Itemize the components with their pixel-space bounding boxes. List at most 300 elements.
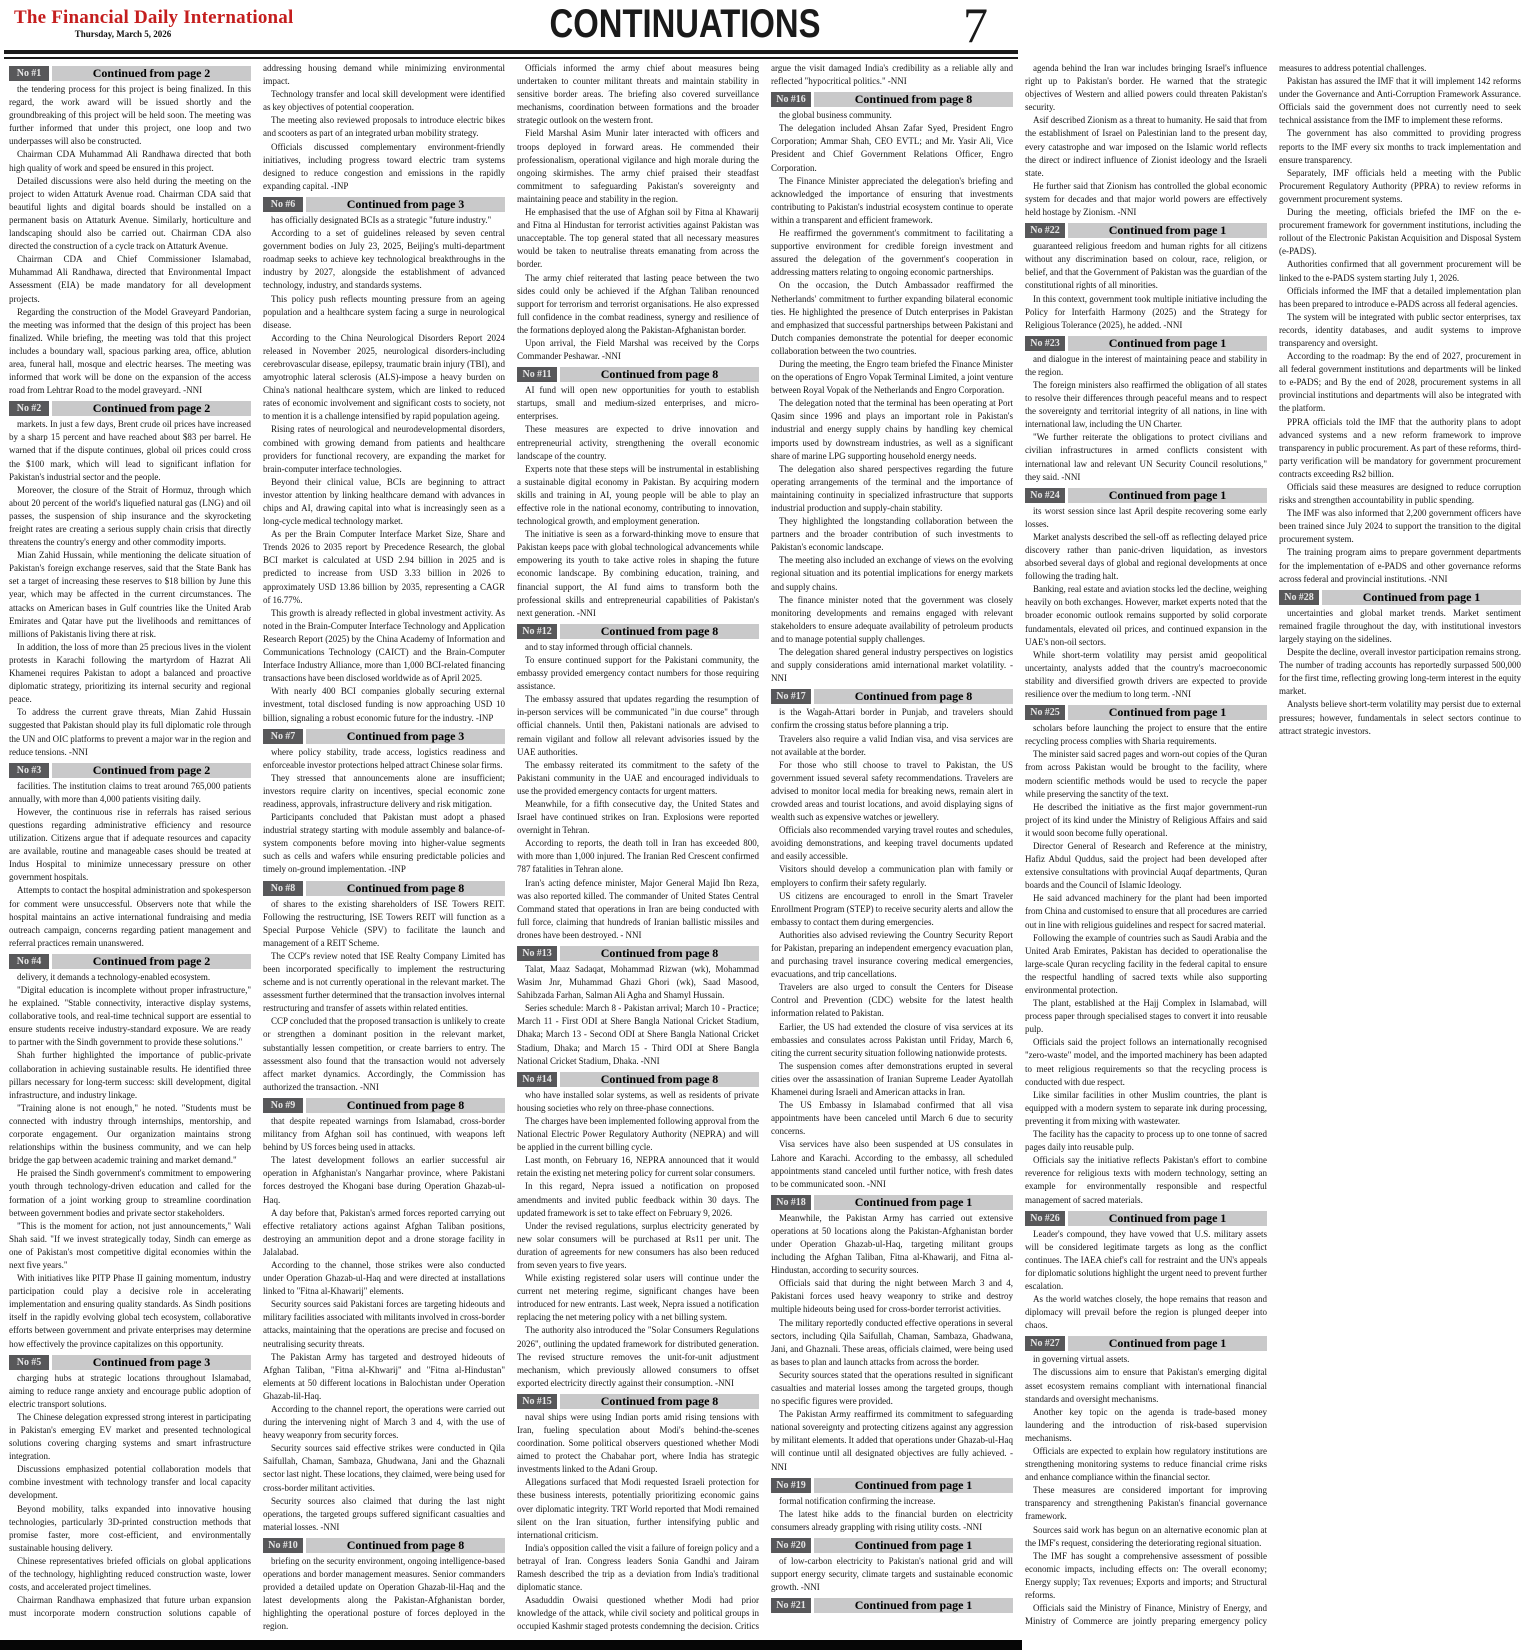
- article-paragraph: Meanwhile, the Pakistan Army has carried out extensive operations at 50 locations along the Pakistan-Afghanistan border under Operation Ghazab-ul-Haq, targeting militant groups including the Afghan Taliban, Fitna al-Khawarij, and Fitna al-Hindustan, according to security sources.: [771, 1212, 1013, 1276]
- article-number-badge: No #28: [1279, 590, 1319, 605]
- article-paragraph: The delegation noted that the terminal has been operating at Port Qasim since 1996 and plays an important role in Pakistan's industrial and energy supply chains by handling key chemical imports used by downstream industries, as well as a significant share of marine LPG supporting household energy needs.: [771, 398, 1013, 461]
- article-body: [263, 746, 505, 877]
- article-paragraph: With nearly 400 BCI companies globally securing external investment, total disclosed funding is now approaching USD 10 billion, signaling a robust economic future for the industry. -INP: [263, 686, 505, 723]
- article-body: [9, 83, 251, 397]
- article-continued-label: Continued from page 8: [560, 1394, 759, 1409]
- article-header: [9, 66, 251, 81]
- continuation-article: [1025, 336, 1267, 484]
- article-paragraph: The embassy reiterated its commitment to the safety of the Pakistani community in the UAE and encouraged individuals to use the provided emergency contacts for urgent matters.: [517, 759, 759, 796]
- article-paragraph: Like similar facilities in other Muslim countries, the plant is equipped with a modern system to separate ink during processing, preventing it from mixing with wastewater.: [1025, 1089, 1267, 1126]
- article-header: [1025, 1211, 1267, 1226]
- article-header: [517, 946, 759, 961]
- article-paragraph: During the meeting, the Engro team briefed the Finance Minister on the operations of Engro Vopak Terminal Limited, a joint venture between Royal Vopak of the Netherlands and Engro Corporation.: [771, 358, 1013, 396]
- article-number-badge: No #14: [517, 1072, 557, 1087]
- article-header: [263, 881, 505, 896]
- article-body: [1279, 607, 1521, 738]
- article-body: [517, 1089, 759, 1390]
- article-paragraph: The plant, established at the Hajj Complex in Islamabad, will process paper through specialised stages to convert it into reusable pulp.: [1025, 998, 1267, 1035]
- article-header: [771, 1478, 1013, 1493]
- article-paragraph: The training program aims to prepare government departments for the implementation of e-PADS and other governance reforms across federal and provincial institutions. -NNI: [1279, 547, 1521, 584]
- article-continued-label: Continued from page 8: [814, 92, 1013, 107]
- article-continued-label: Continued from page 1: [1068, 1336, 1267, 1351]
- article-body: [1025, 353, 1267, 484]
- article-paragraph: markets. In just a few days, Brent crude oil prices have increased by a sharp 15 percent and have reached about $83 per barrel. He warned that if the dispute continues, global oil prices could cross the $100 mark, which will lead to significant inflation for Pakistan's industrial sector and the people.: [9, 419, 251, 482]
- article-paragraph: Discussions emphasized potential collaboration models that combine investment with technology transfer and local capacity development.: [9, 1464, 251, 1501]
- article-body: [1025, 240, 1267, 332]
- article-number-badge: No #19: [771, 1478, 811, 1493]
- article-header: [1279, 590, 1521, 605]
- continuation-article: [9, 66, 251, 397]
- article-paragraph: The initiative is seen as a forward-thinking move to ensure that Pakistan keeps pace with global technological advancements while empowering its youth to take active roles in shaping the future economic landscape. By combining education, training, and financial support, the AI fund aims to transform both the professional skills and entrepreneurial capabilities of Pakistan's next generation. -NNI: [517, 529, 759, 618]
- article-paragraph: The IMF was also informed that 2,200 government officers have been trained since July 2024 to support the transition to the digital procurement system.: [1279, 508, 1521, 545]
- article-paragraph: Upon arrival, the Field Marshal was received by the Corps Commander Peshawar. -NNI: [517, 337, 759, 362]
- article-number-badge: No #13: [517, 946, 557, 961]
- article-number-badge: No #15: [517, 1394, 557, 1409]
- article-paragraph: Market analysts described the sell-off as reflecting delayed price discovery rather than panic-driven liquidation, as investors absorbed several days of global and regional developments at once following the trading halt.: [1025, 531, 1267, 582]
- article-paragraph: Another key topic on the agenda is trade-based money laundering and the introduction of risk-based supervision mechanisms.: [1025, 1406, 1267, 1443]
- article-paragraph: Despite the decline, overall investor participation remains strong. The number of trading accounts has reportedly surpassed 500,000 for the first time, reflecting growing long-term interest in the equity market.: [1279, 647, 1521, 697]
- continuation-article: [771, 689, 1013, 1190]
- article-body: [771, 1495, 1013, 1534]
- continuation-article: [263, 729, 505, 877]
- article-number-badge: No #4: [9, 954, 49, 969]
- article-continued-label: Continued from page 1: [1068, 336, 1267, 351]
- article-continued-label: Continued from page 1: [814, 1478, 1013, 1493]
- article-paragraph: These measures are expected to drive innovation and entrepreneurial activity, strengthening the overall economic landscape of the country.: [517, 424, 759, 461]
- article-header: [263, 197, 505, 212]
- page-number: 7: [963, 0, 988, 53]
- article-continued-label: Continued from page 8: [814, 689, 1013, 704]
- article-body: [9, 780, 251, 950]
- article-paragraph: The Finance Minister appreciated the delegation's briefing and acknowledged the importance of ensuring that investments contributing to Pakistan's industrial ecosystem continue to operate within a transparent and efficient framework.: [771, 175, 1013, 225]
- article-paragraph: According to reports, the death toll in Iran has exceeded 800, with more than 1,000 injured. The Iranian Red Crescent confirmed 787 fatalities in Tehran alone.: [517, 838, 759, 875]
- continuation-article: [1025, 705, 1267, 1206]
- article-paragraph: Experts note that these steps will be instrumental in establishing a sustainable digital economy in Pakistan. By acquiring modern skills and training in AI, young people will be able to play an effective role in the national economy, contributing to innovation, technological growth, and employment generation.: [517, 463, 759, 527]
- article-paragraph: US citizens are encouraged to enroll in the Smart Traveler Enrollment Program (STEP) to receive security alerts and allow the embassy to contact them during emergencies.: [771, 890, 1013, 927]
- article-paragraph: India's opposition called the visit a failure of foreign policy and a betrayal of Iran. Congress leaders Sonia Gandhi and Jairam Ramesh described the trip as a deviation from India's traditional diplomatic stance.: [517, 1542, 759, 1593]
- continuation-article: [9, 763, 251, 950]
- article-paragraph: Security sources stated that the operations resulted in significant casualties and material losses among the targeted groups, though no specific figures were provided.: [771, 1369, 1013, 1407]
- continuation-article: [517, 1072, 759, 1390]
- article-number-badge: No #10: [263, 1538, 303, 1553]
- article-paragraph: CCP concluded that the proposed transaction is unlikely to create or strengthen a dominant position in the relevant market, substantially lessen competition, or create barriers to entry. The assessment also found that the transaction would not adversely affect market dynamics. Accordingly, the Commission has authorized the transaction. -NNI: [263, 1016, 505, 1092]
- article-paragraph: Officials said these measures are designed to reduce corruption risks and strengthen accountability in public spending.: [1279, 482, 1521, 506]
- article-paragraph: Moreover, the closure of the Strait of Hormuz, through which about 20 percent of the world's liquefied natural gas (LNG) and oil passes, the suspension of ship insurance and the skyrocketing freight rates are creating a serious supply chain crisis that directly threatens the country's energy and other commodity imports.: [9, 484, 251, 548]
- article-paragraph: Officials are expected to explain how regulatory institutions are strengthening monitoring systems to reduce financial crime risks and enhance compliance within the financial sector.: [1025, 1446, 1267, 1483]
- article-paragraph: in governing virtual assets.: [1033, 1354, 1130, 1365]
- article-number-badge: No #25: [1025, 705, 1065, 720]
- article-paragraph: He further said that Zionism has controlled the global economic system for decades and that major world powers are effectively held hostage by Zionism. -NNI: [1025, 180, 1267, 218]
- article-paragraph: The delegation included Ahsan Zafar Syed, President Engro Corporation; Ammar Shah, CEO EVTL; and Mr. Yasir Ali, Vice President and Chief Government Relations Officer, Engro Corporation.: [771, 123, 1013, 173]
- article-body: [771, 1212, 1013, 1474]
- article-paragraph: However, the continuous rise in referrals has raised serious questions regarding administrative efficiency and resource utilization. Citizens argue that if adequate resources and capacity are available, routine and manageable cases should be treated at Indus Hospital to minimize unnecessary pressure on other government hospitals.: [9, 806, 251, 883]
- article-paragraph: The government has also committed to providing progress reports to the IMF every six months to track implementation and ensure transparency.: [1279, 128, 1521, 165]
- article-paragraph: "Digital education is incomplete without proper infrastructure," he explained. "Stable connectivity, interactive display systems, collaborative tools, and real-time technical support are essential to ensure students receive industry-standard exposure. We are ready to partner with the Sindh government to provide these solutions.": [9, 985, 251, 1048]
- article-continued-label: Continued from page 1: [1068, 223, 1267, 238]
- article-paragraph: the global business community.: [779, 110, 892, 121]
- article-paragraph: The facility has the capacity to process up to one tonne of sacred pages daily into reusable pulp.: [1025, 1129, 1267, 1153]
- article-paragraph: Authorities also advised reviewing the Country Security Report for Pakistan, preparing an independent emergency evacuation plan, and purchasing travel insurance covering medical emergencies, evacuations, and trip cancellations.: [771, 929, 1013, 980]
- article-body: [1025, 505, 1267, 701]
- article-paragraph: Technology transfer and local skill development were identified as key objectives of potential cooperation.: [263, 89, 505, 113]
- continuation-article: [9, 401, 251, 758]
- article-paragraph: The system will be integrated with public sector enterprises, tax records, identity databases, and audit systems to improve transparency and oversight.: [1279, 311, 1521, 348]
- article-number-badge: No #11: [517, 367, 557, 382]
- article-paragraph: Travelers are also urged to consult the Centers for Disease Control and Prevention (CDC) website for the latest health information related to Pakistan.: [771, 982, 1013, 1019]
- article-paragraph: The finance minister noted that the government was closely monitoring developments and remains engaged with relevant stakeholders to ensure adequate availability of petroleum products and to manage potential supply challenges.: [771, 594, 1013, 644]
- article-paragraph: delivery, it demands a technology-enabled ecosystem.: [17, 971, 211, 982]
- article-continued-label: Continued from page 2: [52, 66, 251, 81]
- article-continued-label: Continued from page 3: [306, 729, 505, 744]
- article-paragraph: He praised the Sindh government's commitment to empowering youth through technology-driven education and called for the formation of a joint working group to streamline coordination between government bodies and private sector stakeholders.: [9, 1168, 251, 1218]
- article-paragraph: Authorities confirmed that all government procurement will be linked to the e-PADS system starting July 1, 2026.: [1279, 259, 1521, 283]
- article-body: [771, 706, 1013, 1190]
- article-paragraph: This policy push reflects mounting pressure from an ageing population and a healthcare system facing a surge in neurological disease.: [263, 293, 505, 330]
- article-paragraph: Following the example of countries such as Saudi Arabia and the United Arab Emirates, Pakistan has decided to operationalise the large-scale Quran recycling facility in the federal capital to ensure the respectful handling of sacred texts while also supporting environmental protection.: [1025, 932, 1267, 995]
- article-paragraph: Series schedule: March 8 - Pakistan arrival; March 10 - Practice; March 11 - First ODI at Shere Bangla National Cricket Stadium, Dhaka; March 13 - Second ODI at Shere Bangla National Cricket Stadium, Dhaka; and March 15 - Third ODI at Shere Bangla National Cricket Stadium, Dhaka. -NNI: [517, 1003, 759, 1066]
- article-paragraph: Allegations surfaced that Modi requested Israeli protection for these business interests, potentially prioritizing economic gains over diplomatic integrity. TRT World reported that Modi remained silent on the Iran situation, further intensifying public and international criticism.: [517, 1477, 759, 1540]
- article-number-badge: No #9: [263, 1098, 303, 1113]
- article-header: [263, 1538, 505, 1553]
- article-paragraph: During the meeting, officials briefed the IMF on the e-procurement framework for government institutions, including the rollout of the Electronic Pakistan Acquisition and Disposal System (e-PADS).: [1279, 207, 1521, 257]
- article-paragraph: scholars before launching the project to ensure that the entire recycling process complies with Sharia requirements.: [1025, 723, 1267, 747]
- article-number-badge: No #21: [771, 1598, 811, 1613]
- article-paragraph: The military reportedly conducted effective operations in several sectors, including Qila Saifullah, Chaman, Sambaza, Ghadwana, Jani, and Ghaznali. These areas, officials claimed, were being used as bases to plan and launch attacks from across the border.: [771, 1317, 1013, 1367]
- article-paragraph: uncertainties and global market trends. Market sentiment remained fragile throughout the day, with institutional investors largely staying on the sidelines.: [1279, 607, 1521, 644]
- continuation-article: [9, 954, 251, 1351]
- article-paragraph: agenda behind the Iran war includes bringing Israel's influence right up to Pakistan's border. He warned that the strategic objectives of Western and allied powers could threaten Pakistan's security.: [1025, 63, 1267, 113]
- article-header: [517, 624, 759, 639]
- article-paragraph: As per the Brain Computer Interface Market Size, Share and Trends 2026 to 2035 report by Precedence Research, the global BCI market is calculated at USD 2.94 billion in 2025 and is predicted to increase from USD 3.33 billion in 2026 to approximately USD 13.86 billion by 2035, representing a CAGR of 16.77%.: [263, 529, 505, 605]
- article-paragraph: Sources said work has begun on an alternative economic plan at the IMF's request, considering the deteriorating regional situation.: [1025, 1524, 1267, 1548]
- article-body: [1025, 1228, 1267, 1333]
- article-paragraph: The suspension comes after demonstrations erupted in several cities over the assassination of Iranian Supreme Leader Ayatollah Khamenei during Israeli and American attacks in Iran.: [771, 1060, 1013, 1098]
- article-paragraph: For those who still choose to travel to Pakistan, the US government issued several safety recommendations. Travelers are advised to monitor local media for breaking news, remain alert in crowded areas and tourist locations, and avoid displaying signs of wealth such as expensive watches or jewellery.: [771, 759, 1013, 823]
- article-header: [771, 92, 1013, 107]
- continuation-article: [771, 1195, 1013, 1474]
- article-header: [9, 401, 251, 416]
- article-paragraph: where policy stability, trade access, logistics readiness and enforceable investor protections helped attract Chinese solar firms.: [263, 746, 505, 770]
- article-paragraph: Talat, Maaz Sadaqat, Mohammad Rizwan (wk), Mohammad Wasim Jnr, Muhammad Ghazi Ghori (wk), Saad Masood, Sahibzada Farhan, Salman Ali Agha and Shamyl Hussain.: [517, 964, 759, 1001]
- article-paragraph: Beyond their clinical value, BCIs are beginning to attract investor attention by linking healthcare demand with advances in chips and AI, drawing capital into what is increasingly seen as a long-cycle medical technology market.: [263, 476, 505, 527]
- article-paragraph: These measures are considered important for improving transparency and strengthening Pakistan's financial governance framework.: [1025, 1485, 1267, 1522]
- article-continued-label: Continued from page 8: [306, 881, 505, 896]
- article-paragraph: Participants concluded that Pakistan must adopt a phased industrial strategy starting with module assembly and balance-of-system components before moving into higher-value segments such as cells and wafers while ensuring predictable policies and timely on-ground implementation. -INP: [263, 812, 505, 875]
- article-paragraph: Chairman Randhawa emphasized that future urban expansion must incorporate modern construction solutions capable of addressing housing demand while minimizing environmental impact.: [9, 63, 505, 1619]
- article-number-badge: No #8: [263, 881, 303, 896]
- article-header: [263, 1098, 505, 1113]
- article-paragraph: The charges have been implemented following approval from the National Electric Power Regulatory Authority (NEPRA) and will be applied in the current billing cycle.: [517, 1115, 759, 1153]
- masthead: [0, 0, 1022, 53]
- article-paragraph: briefing on the security environment, ongoing intelligence-based operations and border management measures. Senior commanders provided a detailed update on Operation Ghazab-lil-Haq and the latest developments along the Pakistan-Afghanistan border, highlighting the operational posture of forces deployed in the region.: [263, 1555, 505, 1632]
- article-number-badge: No #26: [1025, 1211, 1065, 1226]
- article-paragraph: PPRA officials told the IMF that the authority plans to adopt advanced systems and a new reform framework to improve transparency in public procurement. As part of these reforms, third-party verification will be mandatory for government procurement contracts exceeding Rs2 billion.: [1279, 416, 1521, 479]
- article-body: [771, 109, 1013, 685]
- issue-date: Thursday, March 5, 2026: [74, 29, 172, 39]
- article-header: [9, 763, 251, 778]
- article-paragraph: Earlier, the US had extended the closure of visa services at its embassies and consulates across Pakistan until Friday, March 6, citing the current security situation following nationwide protests.: [771, 1021, 1013, 1058]
- article-body: [771, 1555, 1013, 1594]
- article-paragraph: Detailed discussions were also held during the meeting on the project to widen Attaturk Avenue road. Chairman CDA said that beautiful lights and digital boards should be installed on a permanent basis on Attaturk Avenue. Similarly, horticulture and landscaping should also be carried out. Chairman CDA also directed the construction of a cycle track on Attaturk Avenue.: [9, 175, 251, 252]
- article-paragraph: of shares to the existing shareholders of ISE Towers REIT. Following the restructuring, ISE Towers REIT will function as a Special Purpose Vehicle (SPV) to facilitate the launch and management of a REIT Scheme.: [263, 898, 505, 948]
- article-number-badge: No #7: [263, 729, 303, 744]
- article-paragraph: Officials say the initiative reflects Pakistan's effort to combine reverence for religious texts with modern technology, setting an example for environmentally responsible and respectful management of sacred materials.: [1025, 1155, 1267, 1205]
- article-paragraph: The discussions aim to ensure that Pakistan's emerging digital asset ecosystem remains compliant with international financial standards and oversight mechanisms.: [1025, 1367, 1267, 1404]
- article-number-badge: No #12: [517, 624, 557, 639]
- article-paragraph: Security sources also claimed that during the last night operations, the targeted groups suffered significant casualties and material losses. -NNI: [263, 1495, 505, 1532]
- article-number-badge: No #20: [771, 1538, 811, 1553]
- continuation-article: [263, 881, 505, 1094]
- continuation-article: [1279, 590, 1521, 738]
- article-paragraph: of low-carbon electricity to Pakistan's national grid and will support energy security, climate targets and sustainable economic growth. -NNI: [771, 1555, 1013, 1593]
- article-paragraph: According to the roadmap: By the end of 2027, procurement in all federal government institutions and departments will be linked to e-PADS; and By the end of 2028, procurement systems in all provincial institutions and departments will also be integrated with the platform.: [1279, 351, 1521, 414]
- article-continued-label: Continued from page 1: [814, 1598, 1013, 1613]
- article-paragraph: Officials said the project follows an internationally recognised "zero-waste" model, and the imported machinery has been adapted to meet religious requirements so that the recycling process is conducted with due respect.: [1025, 1037, 1267, 1087]
- article-continued-label: Continued from page 8: [306, 1538, 505, 1553]
- article-paragraph: Officials said that during the night between March 3 and 4, Pakistani forces used heavy weaponry to strike and destroy multiple hideouts being used for cross-border terrorist activities.: [771, 1278, 1013, 1315]
- article-paragraph: Asaduddin Owaisi questioned whether Modi had prior knowledge of the attack, while civil society and political groups in occupied Kashmir staged protests condemning the decision. Critics argue the visit damaged India's credibility as a reliable ally and reflected "hypocritical politics." -NNI: [517, 63, 1013, 1632]
- article-paragraph: Shah further highlighted the importance of public-private collaboration in achieving sustainable results. He identified three pillars necessary for long-term success: skill development, digital infrastructure, and industry linkage.: [9, 1050, 251, 1100]
- article-number-badge: No #22: [1025, 223, 1065, 238]
- article-paragraph: He described the initiative as the first major government-run project of its kind under the Ministry of Religious Affairs and said it would soon become fully operational.: [1025, 801, 1267, 838]
- article-header: [1025, 223, 1267, 238]
- article-number-badge: No #3: [9, 763, 49, 778]
- article-paragraph: has officially designated BCIs as a strategic "future industry.": [271, 214, 492, 225]
- article-header: [1025, 336, 1267, 351]
- article-paragraph: The delegation also shared perspectives regarding the future operating arrangements of the terminal and the importance of maintaining continuity in specialized infrastructure that supports industrial production and supply-chain stability.: [771, 463, 1013, 513]
- article-paragraph: is the Wagah-Attari border in Punjab, and travelers should confirm the crossing status before planning a trip.: [771, 707, 1013, 731]
- article-paragraph: The meeting also reviewed proposals to introduce electric bikes and scooters as part of an integrated urban mobility strategy.: [263, 115, 505, 139]
- article-paragraph: To address the current grave threats, Mian Zahid Hussain suggested that Pakistan should play its full diplomatic role through the UN and OIC platforms to prevent a major war in the region and reduce tensions. -NNI: [9, 707, 251, 757]
- article-paragraph: Pakistan has assured the IMF that it will implement 142 reforms under the Governance and Anti-Corruption Framework Assurance. Officials said the government does not currently need to seek technical assistance from the IMF to implement these reforms.: [1279, 76, 1521, 126]
- article-paragraph: Officials informed the army chief about measures being undertaken to counter militant threats and maintain stability in sensitive border areas. The briefing also covered surveillance mechanisms, coordination between formations and the broader strategic outlook on the western front.: [517, 63, 759, 126]
- article-header: [771, 1538, 1013, 1553]
- continuation-article: [1025, 488, 1267, 701]
- article-paragraph: In this regard, Nepra issued a notification on proposed amendments and invited public feedback within 30 days. The updated framework is set to take effect on February 9, 2026.: [517, 1181, 759, 1218]
- article-body: [1025, 62, 1267, 219]
- article-continued-label: Continued from page 8: [560, 624, 759, 639]
- article-header: [1025, 705, 1267, 720]
- article-paragraph: The Chinese delegation expressed strong interest in participating in Pakistan's emerging EV market and presented technological solutions covering charging systems and smart infrastructure integration.: [9, 1411, 251, 1462]
- article-paragraph: This growth is already reflected in global investment activity. As noted in the Brain-Computer Interface Technology and Application Research Report (2025) by the China Academy of Information and Communications Technology (CAICT) and the Brain-Computer Interface Industry Alliance, more than 1,000 BCI-related financing transactions have been disclosed worldwide as of April 2025.: [263, 607, 505, 684]
- article-number-badge: No #24: [1025, 488, 1065, 503]
- article-paragraph: The embassy assured that updates regarding the resumption of in-person services will be communicated "in due course" through official channels. Until then, Pakistani nationals are advised to remain vigilant and follow all relevant advisories issued by the UAE authorities.: [517, 694, 759, 757]
- article-paragraph: Leader's compound, they have vowed that U.S. military assets will be considered legitimate targets as long as the conflict continues. The IAEA chief's call for restraint and the UN's appeals for diplomatic solutions highlight the urgent need to prevent further escalation.: [1025, 1228, 1267, 1291]
- article-paragraph: "Training alone is not enough," he noted. "Students must be connected with industry through internships, mentorship, and corporate engagement. Our organization maintains strong relationships within the business community, and we can help bridge the gap between academic training and market demand.": [9, 1102, 251, 1166]
- article-paragraph: its worst session since last April despite recovering some early losses.: [1025, 505, 1267, 529]
- article-header: [517, 1394, 759, 1409]
- article-paragraph: Security sources said effective strikes were conducted in Qila Saifullah, Chaman, Sambaza, Ghudwana, Jani and the Ghaznali sector last night. These locations, they claimed, were being used for cross-border militant activities.: [263, 1443, 506, 1493]
- article-body: [517, 641, 759, 942]
- article-number-badge: No #2: [9, 401, 49, 416]
- section-title: CONTINUATIONS: [549, 2, 821, 46]
- continuation-article: [517, 624, 759, 942]
- article-header: [517, 1072, 759, 1087]
- article-paragraph: who have installed solar systems, as well as residents of private housing societies who rely on three-phase connections.: [517, 1089, 759, 1113]
- continuation-article: [1025, 1211, 1267, 1333]
- article-paragraph: Officials said the Ministry of Finance, Ministry of Energy, and Ministry of Commerce are jointly preparing emergency policy measures to address potential challenges.: [1025, 63, 1427, 1627]
- article-paragraph: The delegation shared general industry perspectives on logistics and supply considerations amid international market volatility. - NNI: [771, 647, 1013, 684]
- article-continued-label: Continued from page 1: [1068, 705, 1267, 720]
- article-header: [263, 729, 505, 744]
- article-paragraph: Rising rates of neurological and neurodevelopmental disorders, combined with growing demand from patients and healthcare providers for functional recovery, are expanding the market for brain-computer interface technologies.: [263, 424, 505, 474]
- article-paragraph: The latest development follows an earlier successful air operation in Afghanistan's Nangarhar province, where Pakistani forces destroyed the Khogani base during Operation Ghazab-ul-Haq.: [263, 1155, 505, 1205]
- article-paragraph: They highlighted the longstanding collaboration between the partners and the broader contribution of such investments to Pakistan's economic landscape.: [771, 516, 1013, 553]
- article-body: [263, 214, 505, 725]
- article-paragraph: The US Embassy in Islamabad confirmed that all visa appointments have been canceled until March 6 due to security concerns.: [771, 1100, 1013, 1137]
- article-paragraph: AI fund will open new opportunities for youth to establish startups, small and medium-sized enterprises, and micro-enterprises.: [517, 385, 759, 422]
- article-number-badge: No #23: [1025, 336, 1065, 351]
- article-paragraph: guaranteed religious freedom and human rights for all citizens without any discrimination based on colour, race, religion, or belief, and that the Government of Pakistan was the guardian of the constitutional rights of all minorities.: [1025, 241, 1267, 291]
- bottom-rule: [0, 1640, 1022, 1650]
- article-paragraph: According to the channel, those strikes were also conducted under Operation Ghazab-ul-Haq and were directed at installations linked to "Fitna al-Khawarij" elements.: [263, 1259, 505, 1297]
- article-paragraph: and to stay informed through official channels.: [525, 641, 693, 652]
- article-paragraph: According to a set of guidelines released by seven central government bodies on July 23, 2025, Beijing's multi-department roadmap seeks to achieve key technological breakthroughs in the industry by 2027, alongside the establishment of advanced technology, industry, and standards systems.: [263, 228, 505, 291]
- article-continued-label: Continued from page 2: [52, 954, 251, 969]
- continuation-article: [1025, 223, 1267, 332]
- article-continued-label: Continued from page 8: [560, 367, 759, 382]
- article-paragraph: Chinese representatives briefed officials on global applications of the technology, highlighting reduced construction waste, lower costs, and accelerated project timelines.: [9, 1555, 251, 1593]
- article-continued-label: Continued from page 8: [306, 1098, 505, 1113]
- article-paragraph: As the world watches closely, the hope remains that reason and diplomacy will prevail before the region is plunged deeper into chaos.: [1025, 1294, 1267, 1331]
- article-header: [1025, 1336, 1267, 1351]
- article-header: [771, 689, 1013, 704]
- article-continued-label: Continued from page 1: [1322, 590, 1521, 605]
- article-body: [263, 1115, 505, 1534]
- article-paragraph: Officials also recommended varying travel routes and schedules, avoiding demonstrations, and keeping travel documents updated and easily accessible.: [771, 825, 1013, 862]
- article-paragraph: that despite repeated warnings from Islamabad, cross-border militancy from Afghan soil has continued, with weapons left behind by US forces being used in attacks.: [263, 1115, 505, 1153]
- article-paragraph: While existing registered solar users will continue under the current net metering regime, significant changes have been introduced for new entrants. Last week, Nepra issued a notification replacing the net metering policy with a net billing system.: [517, 1273, 759, 1323]
- article-paragraph: facilities. The institution claims to treat around 765,000 patients annually, with more than 4,000 patients visiting daily.: [9, 780, 251, 804]
- article-paragraph: Field Marshal Asim Munir later interacted with officers and troops deployed in forward areas. He commended their professionalism, operational vigilance and high morale during the ongoing skirmishes. The army chief praised their steadfast commitment to safeguarding Pakistan's sovereignty and maintaining peace and stability in the region.: [517, 128, 759, 204]
- article-paragraph: Director General of Research and Reference at the ministry, Hafiz Abdul Quddus, said the project had been developed after extensive consultations with provincial Auqaf departments, Quran boards and the Council of Islamic Ideology.: [1025, 840, 1267, 891]
- article-paragraph: Chairman CDA and Chief Commissioner Islamabad, Muhammad Ali Randhawa, directed that Environmental Impact Assessment (EIA) be made mandatory for all development projects.: [9, 254, 251, 304]
- article-paragraph: While short-term volatility may persist amid geopolitical uncertainty, analysts added that the country's macroeconomic stability and diversified growth drivers are expected to provide resilience over the medium to long term. -NNI: [1025, 649, 1267, 700]
- article-paragraph: A day before that, Pakistan's armed forces reported carrying out effective retaliatory actions against Afghan Taliban positions, destroying an ammunition depot and a drone storage facility in Jalalabad.: [263, 1207, 505, 1257]
- article-body: [517, 963, 759, 1068]
- article-paragraph: Chairman CDA Muhammad Ali Randhawa directed that both high quality of work and speed be ensured in this project.: [9, 149, 251, 173]
- continuation-article: [771, 1478, 1013, 1534]
- article-paragraph: Officials discussed complementary environment-friendly initiatives, including progress toward electric tram systems designed to reduce congestion and emissions in the rapidly expanding capital. -INP: [263, 141, 505, 191]
- article-paragraph: With initiatives like PITP Phase II gaining momentum, industry participation could play a decisive role in accelerating implementation and ensuring quality standards. As Sindh positions itself in the rapidly evolving global tech ecosystem, collaborative efforts between government and private enterprises may determine how effectively the province capitalizes on this opportunity.: [9, 1273, 251, 1349]
- article-number-badge: No #6: [263, 197, 303, 212]
- article-paragraph: The Pakistan Army reaffirmed its commitment to safeguarding national sovereignty and protecting citizens against any aggression by militant elements. It added that operations under Ghazab-ul-Haq will continue until all designated objectives are fully achieved. -NNI: [771, 1409, 1013, 1472]
- article-paragraph: Visitors should develop a communication plan with family or employers to confirm their safety regularly.: [771, 864, 1013, 888]
- article-number-badge: No #16: [771, 92, 811, 107]
- article-header: [517, 367, 759, 382]
- article-paragraph: In this context, government took multiple initiative including the Policy for Interfaith Harmony (2025) and the Strategy for Religious Tolerance (2025), he added. -NNI: [1025, 293, 1267, 330]
- article-number-badge: No #17: [771, 689, 811, 704]
- articles-columns: [9, 62, 1521, 1640]
- article-continued-label: Continued from page 3: [306, 197, 505, 212]
- article-number-badge: No #27: [1025, 1336, 1065, 1351]
- article-continued-label: Continued from page 1: [1068, 488, 1267, 503]
- article-paragraph: In addition, the loss of more than 25 precious lives in the violent protests in Karachi following the martyrdom of Hazrat Ali Khamenei requires Pakistan to adopt a balanced and proactive diplomatic strategy, prioritizing its internal security and regional peace.: [9, 641, 251, 705]
- article-continued-label: Continued from page 8: [560, 1072, 759, 1087]
- article-paragraph: Banking, real estate and aviation stocks led the decline, weighing heavily on both exchanges. However, market experts noted that the broader economic outlook remains supported by solid corporate fundamentals, elevated oil prices, and continued expansion in the UAE's non-oil sectors.: [1025, 584, 1267, 647]
- continuation-article: [771, 92, 1013, 685]
- article-header: [1025, 488, 1267, 503]
- article-paragraph: On the occasion, the Dutch Ambassador reaffirmed the Netherlands' commitment to further expanding bilateral economic ties. He highlighted the presence of Dutch enterprises in Pakistan and emphasized that successful partnerships between Pakistani and Dutch companies demonstrate the potential for deeper economic collaboration between the two countries.: [771, 280, 1013, 356]
- article-paragraph: To ensure continued support for the Pakistani community, the embassy provided emergency contact numbers for those requiring assistance.: [517, 654, 759, 692]
- article-paragraph: "We further reiterate the obligations to protect civilians and civilian infrastructures in armed conflicts consistent with international law and relevant UN Security Council resolutions," they said. -NNI: [1025, 432, 1267, 482]
- article-header: [771, 1598, 1013, 1613]
- article-paragraph: naval ships were using Indian ports amid rising tensions with Iran, fueling speculation about Modi's behind-the-scenes coordination. Some political observers questioned whether Modi aimed to protect the Chabahar port, where India has strategic investments linked to the Adani Group.: [517, 1411, 759, 1475]
- article-paragraph: Visa services have also been suspended at US consulates in Lahore and Karachi. According to the embassy, all scheduled appointments stand canceled until further notice, with fresh dates to be communicated soon. -NNI: [771, 1139, 1013, 1189]
- article-continued-label: Continued from page 2: [52, 763, 251, 778]
- article-paragraph: "This is the moment for action, not just announcements," Wali Shah said. "If we invest strategically today, Sindh can emerge as one of Pakistan's most competitive digital economies within the next five years.": [9, 1220, 251, 1270]
- article-header: [9, 1355, 251, 1370]
- article-number-badge: No #1: [9, 66, 49, 81]
- article-body: [1025, 722, 1267, 1206]
- article-paragraph: formal notification confirming the increase.: [779, 1495, 936, 1506]
- newspaper-title: The Financial Daily International: [14, 7, 294, 28]
- article-paragraph: Asif described Zionism as a threat to humanity. He said that from the establishment of Israel on Palestinian land to the present day, every catastrophe and war imposed on the Islamic world reflects the direct or indirect influence of Zionist ideology and the Israeli state.: [1025, 115, 1267, 178]
- article-paragraph: The meeting also included an exchange of views on the evolving regional situation and its potential implications for energy markets and supply chains.: [771, 555, 1013, 592]
- article-paragraph: The Pakistan Army has targeted and destroyed hideouts of Afghan Taliban, "Fitna al-Khwarij" and "Fitna al-Hindustan" elements at 50 different locations in Balochistan under Operation Ghazab-lil-Haq.: [263, 1351, 505, 1401]
- article-paragraph: The latest hike adds to the financial burden on electricity consumers already grappling with rising utility costs. -NNI: [771, 1508, 1013, 1532]
- article-paragraph: Mian Zahid Hussain, while mentioning the delicate situation of Pakistan's foreign exchange reserves, said that the State Bank has set a target of increasing these reserves to $18 billion by June this year, which may be affected in the current circumstances. The attacks on American bases in Gulf countries like the United Arab Emirates and Qatar have put the livelihoods and remittances of millions of Pakistanis living there at risk.: [9, 550, 251, 639]
- article-paragraph: Beyond mobility, talks expanded into innovative housing technologies, particularly 3D-printed construction methods that promise faster, more cost-efficient, and environmentally sustainable housing delivery.: [9, 1503, 251, 1553]
- article-body: [263, 898, 505, 1094]
- article-paragraph: the tendering process for this project is being finalized. In this regard, the work award will be issued shortly and the groundbreaking of this project will be held soon. The meeting was further informed that under this project, one loop and two underpasses will also be constructed.: [9, 84, 251, 147]
- article-paragraph: Iran's acting defence minister, Major General Majid Ibn Reza, was also reported killed. The commander of United States Central Command stated that operations in Iran are being conducted with full force, claiming that hundreds of Iranian ballistic missiles and drones have been destroyed. - NNI: [517, 877, 759, 940]
- article-paragraph: Under the revised regulations, surplus electricity generated by new solar consumers will be purchased at Rs11 per unit. The duration of agreements for new consumers has also been reduced from seven years to five years.: [517, 1220, 759, 1270]
- article-paragraph: Travelers also require a valid Indian visa, and visa services are not available at the border.: [771, 733, 1013, 757]
- articles-area: [9, 62, 1521, 1640]
- article-paragraph: The foreign ministers also reaffirmed the obligation of all states to resolve their differences through peaceful means and to respect the sovereignty and territorial integrity of all nations, in line with international law, including the UN Charter.: [1025, 379, 1267, 430]
- article-number-badge: No #18: [771, 1195, 811, 1210]
- article-paragraph: and dialogue in the interest of maintaining peace and stability in the region.: [1025, 353, 1267, 377]
- article-paragraph: Meanwhile, for a fifth consecutive day, the United States and Israel have continued strikes on Iran. Explosions were reported overnight in Tehran.: [517, 798, 759, 836]
- continuation-article: [517, 367, 759, 620]
- continuation-article: [263, 1098, 505, 1534]
- article-paragraph: According to the China Neurological Disorders Report 2024 released in November 2025, neurological disorders-including cerebrovascular disease, epilepsy, traumatic brain injury (TBI), and amyotrophic lateral sclerosis (ALS)-impose a heavy burden on China's national healthcare system, which are linked to reduced rates of economic involvement and significant costs to society, not to mention it is a challenge intensified by rapid population ageing.: [263, 332, 505, 422]
- article-body: [9, 418, 251, 758]
- article-paragraph: Analysts believe short-term volatility may persist due to external pressures; however, fundamentals in select sectors continue to attract strategic investors.: [1279, 699, 1521, 736]
- article-paragraph: He said advanced machinery for the plant had been imported from China and customised to ensure that all procedures are carried out in line with religious guidelines and respect for sacred material.: [1025, 893, 1267, 930]
- article-continued-label: Continued from page 2: [52, 401, 251, 416]
- article-continued-label: Continued from page 1: [814, 1195, 1013, 1210]
- continuation-article: [771, 1538, 1013, 1594]
- continuation-article: [517, 946, 759, 1068]
- article-paragraph: He reaffirmed the government's commitment to facilitating a supportive environment for credible foreign investment and assured the delegation of the government's cooperation in addressing matters relating to ongoing economic partnerships.: [771, 228, 1013, 278]
- article-paragraph: The minister said sacred pages and worn-out copies of the Quran from across Pakistan would be brought to the facility, where modern scientific methods would be used to recycle the paper while preserving the sanctity of the text.: [1025, 749, 1267, 799]
- article-paragraph: According to the channel report, the operations were carried out during the intervening night of March 3 and 4, with the use of heavy weaponry from security forces.: [263, 1404, 505, 1441]
- article-header: [9, 954, 251, 969]
- article-paragraph: Security sources said Pakistani forces are targeting hideouts and military facilities associated with militants involved in cross-border attacks, maintaining that the operations are precise and focused on neutralising security threats.: [263, 1299, 505, 1349]
- article-paragraph: The IMF has sought a comprehensive assessment of possible economic impacts, including effects on: The overall economy; Energy supply; Tax revenues; Exports and imports; and Structural reforms.: [1025, 1550, 1267, 1601]
- article-paragraph: The authority also introduced the "Solar Consumers Regulations 2026", outlining the updated framework for distributed generation. The revised structure removes the unit-for-unit adjustment mechanism, which previously allowed consumers to offset exported electricity directly against their consumption. -NNI: [517, 1325, 759, 1388]
- article-header: [771, 1195, 1013, 1210]
- article-continued-label: Continued from page 3: [52, 1355, 251, 1370]
- article-paragraph: Officials informed the IMF that a detailed implementation plan has been prepared to introduce e-PADS across all federal agencies.: [1279, 285, 1521, 309]
- article-continued-label: Continued from page 8: [560, 946, 759, 961]
- header-double-rule: [4, 50, 1018, 59]
- continuation-article: [263, 197, 505, 725]
- article-body: [517, 384, 759, 620]
- article-paragraph: Regarding the construction of the Model Graveyard Pandorian, the meeting was informed that the design of this project has been finalized. While briefing, the meeting was told that this project includes a boundary wall, spacious parking area, office, ablution area, funeral hall, mosque and electric hearses. The meeting was informed that work will be done on the expansion of the access road from Lehtrar Road to the model graveyard. -NNI: [9, 306, 251, 396]
- article-paragraph: Last month, on February 16, NEPRA announced that it would retain the existing net metering policy for current solar consumers.: [517, 1155, 759, 1179]
- article-number-badge: No #5: [9, 1355, 49, 1370]
- article-paragraph: The army chief reiterated that lasting peace between the two sides could only be achieved if the Afghan Taliban renounced support for terrorism and terrorist organisations. He also expressed full confidence in the combat readiness, synergy and resilience of the formations deployed along the Pakistan-Afghanistan border.: [517, 272, 759, 335]
- article-continued-label: Continued from page 1: [1068, 1211, 1267, 1226]
- article-paragraph: They stressed that announcements alone are insufficient; investors require clarity on incentives, special economic zone readiness, approvals, infrastructure delivery and risk mitigation.: [263, 772, 505, 809]
- article-paragraph: He emphasised that the use of Afghan soil by Fitna al Khawarij and Fitna al Hindustan for terrorist activities against Pakistan was unacceptable. The top general stated that all necessary measures would be taken to neutralise threats emanating from across the border.: [517, 207, 759, 270]
- article-paragraph: charging hubs at strategic locations throughout Islamabad, aiming to reduce range anxiety and encourage public adoption of electric transport solutions.: [9, 1372, 251, 1409]
- article-paragraph: Separately, IMF officials held a meeting with the Public Procurement Regulatory Authority (PPRA) to review reforms in government procurement systems.: [1279, 167, 1521, 204]
- article-paragraph: Attempts to contact the hospital administration and spokesperson for comment were unsuccessful. Observers note that while the hospital maintains an active international fundraising and media outreach campaign, concerns regarding patient management and referral practices remain unanswered.: [9, 885, 251, 948]
